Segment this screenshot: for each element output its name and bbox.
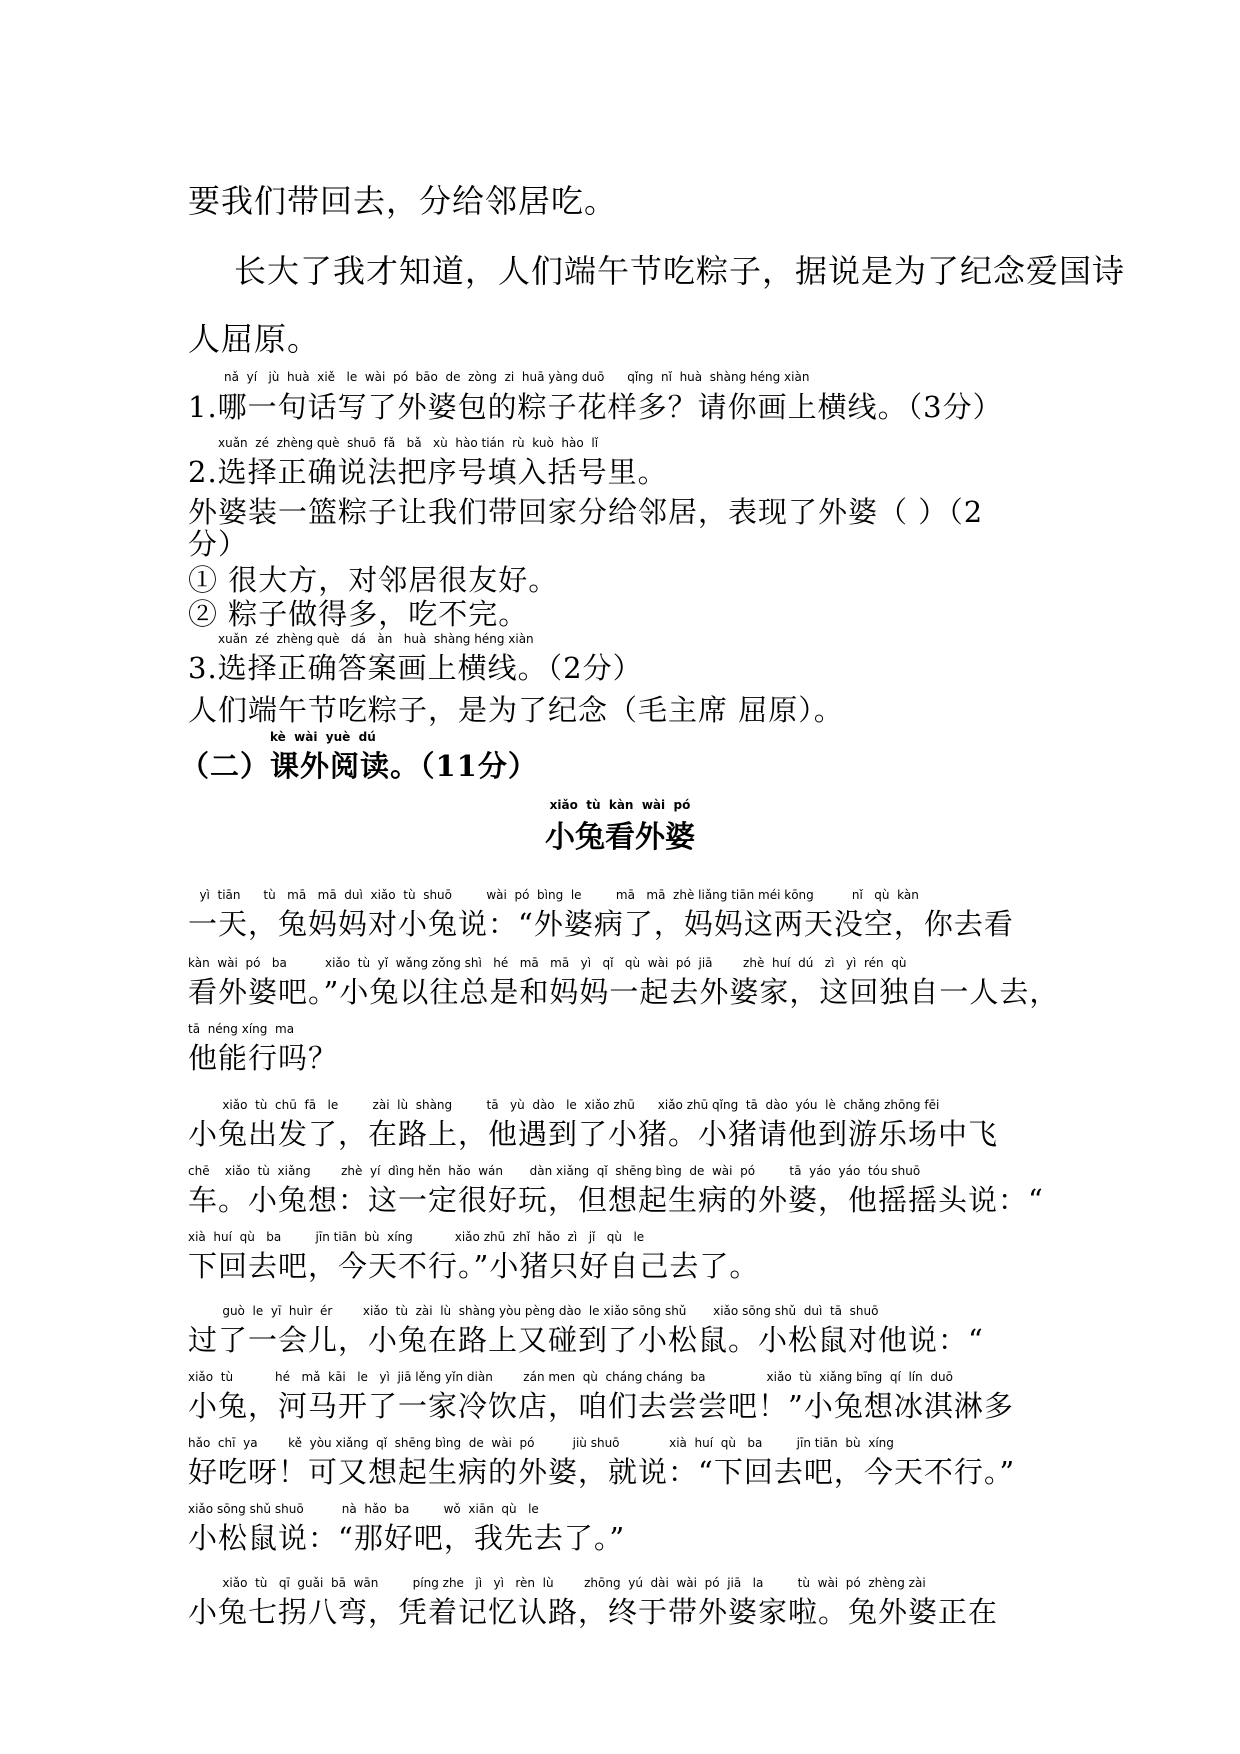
q2-pinyin: xuǎn zé zhèng què shuō fǎ bǎ xù hào tián rù kuò hào lǐ (218, 436, 599, 450)
question-3-stem: 人们端午节吃粽子，是为了纪念（毛主席 屈原）。 (188, 693, 844, 727)
story-line-4-pinyin: xiǎo tù chū fā le zài lù shàng tā yù dào le xiǎo zhū xiǎo zhū qǐng tā dào yóu lè chǎng zhōng fēi (188, 1098, 940, 1112)
story-line-3: 他能行吗？ (188, 1041, 339, 1075)
story-line-10: 小松鼠说：“那好吧，我先去了。” (188, 1521, 626, 1555)
story-line-11-pinyin: xiǎo tù qī guǎi bā wān píng zhe jì yì rèn lù zhōng yú dài wài pó jiā la tù wài pó zhèng zài (188, 1576, 926, 1590)
story-line-1-pinyin: yì tiān tù mā mā duì xiǎo tù shuō wài pó bìng le mā mā zhè liǎng tiān méi kōng nǐ qù kàn (188, 888, 919, 902)
story-line-5-pinyin: chē xiǎo tù xiǎng zhè yí dìng hěn hǎo wán dàn xiǎng qǐ shēng bìng de wài pó tā yáo yáo tóu shuō (188, 1164, 921, 1178)
story-line-5: 车。小兔想：这一定很好玩，但想起生病的外婆，他摇摇头说：“ (188, 1183, 1044, 1217)
story-line-8: 小兔，河马开了一家冷饮店，咱们去尝尝吧！”小兔想冰淇淋多 (188, 1389, 1014, 1423)
story-title-pinyin: xiǎo tù kàn wài pó (549, 798, 691, 812)
question-2: 2.选择正确说法把序号填入括号里。 (188, 455, 668, 489)
story-line-6-pinyin: xià huí qù ba jīn tiān bù xíng xiǎo zhū zhǐ hǎo zì jǐ qù le (188, 1230, 645, 1244)
passage-line-3: 人屈原。 (188, 320, 321, 358)
story-line-8-pinyin: xiǎo tù hé mǎ kāi le yì jiā lěng yǐn diàn zán men qù cháng cháng ba xiǎo tù xiǎng bīng qí lín duō (188, 1370, 953, 1384)
story-line-7: 过了一会儿，小兔在路上又碰到了小松鼠。小松鼠对他说：“ (188, 1323, 984, 1357)
passage-line-2: 长大了我才知道，人们端午节吃粽子，据说是为了纪念爱国诗 (234, 252, 1126, 290)
story-line-10-pinyin: xiǎo sōng shǔ shuō nà hǎo ba wǒ xiān qù le (188, 1502, 539, 1516)
question-1: 1.哪一句话写了外婆包的粽子花样多？请你画上横线。（3分） (188, 390, 1003, 424)
story-line-3-pinyin: tā néng xíng ma (188, 1022, 295, 1036)
q3-pinyin: xuǎn zé zhèng què dá àn huà shàng héng xiàn (218, 632, 534, 646)
story-line-2-pinyin: kàn wài pó ba xiǎo tù yǐ wǎng zǒng shì hé mā mā yì qǐ qù wài pó jiā zhè huí dú zì yì rén qù (188, 956, 907, 970)
section-2-pinyin: kè wài yuè dú (270, 730, 376, 744)
question-2-stem-cont: 分） (188, 527, 249, 561)
story-line-11: 小兔七拐八弯，凭着记忆认路，终于带外婆家啦。兔外婆正在 (188, 1595, 999, 1629)
question-3: 3.选择正确答案画上横线。（2分） (188, 651, 643, 685)
passage-line-1: 要我们带回去，分给邻居吃。 (188, 182, 618, 220)
q1-pinyin: nǎ yí jù huà xiě le wài pó bāo de zòng zi huā yàng duō qǐng nǐ huà shàng héng xiàn (224, 370, 810, 384)
question-2-stem: 外婆装一篮粽子让我们带回家分给邻居，表现了外婆（ ）（2 (188, 495, 984, 529)
story-line-6: 下回去吧，今天不行。”小猪只好自己去了。 (188, 1249, 760, 1283)
story-line-9-pinyin: hǎo chī ya kě yòu xiǎng qǐ shēng bìng de wài pó jiù shuō xià huí qù ba jīn tiān bù xíng (188, 1436, 894, 1450)
story-line-1: 一天，兔妈妈对小兔说：“外婆病了，妈妈这两天没空，你去看 (188, 907, 1014, 941)
question-2-option-2: ② 粽子做得多，吃不完。 (188, 597, 529, 631)
story-line-9: 好吃呀！可又想起生病的外婆，就说：“下回去吧，今天不行。” (188, 1455, 1016, 1489)
story-line-2: 看外婆吧。”小兔以往总是和妈妈一起去外婆家，这回独自一人去， (188, 975, 1060, 1009)
story-line-7-pinyin: guò le yī huìr ér xiǎo tù zài lù shàng yòu pèng dào le xiǎo sōng shǔ xiǎo sōng shǔ duì tā shuō (188, 1304, 879, 1318)
question-2-option-1: ① 很大方，对邻居很友好。 (188, 563, 559, 597)
section-2-heading: （二）课外阅读。（11分） (180, 749, 538, 783)
story-line-4: 小兔出发了，在路上，他遇到了小猪。小猪请他到游乐场中飞 (188, 1117, 999, 1151)
story-title: 小兔看外婆 (545, 820, 695, 855)
